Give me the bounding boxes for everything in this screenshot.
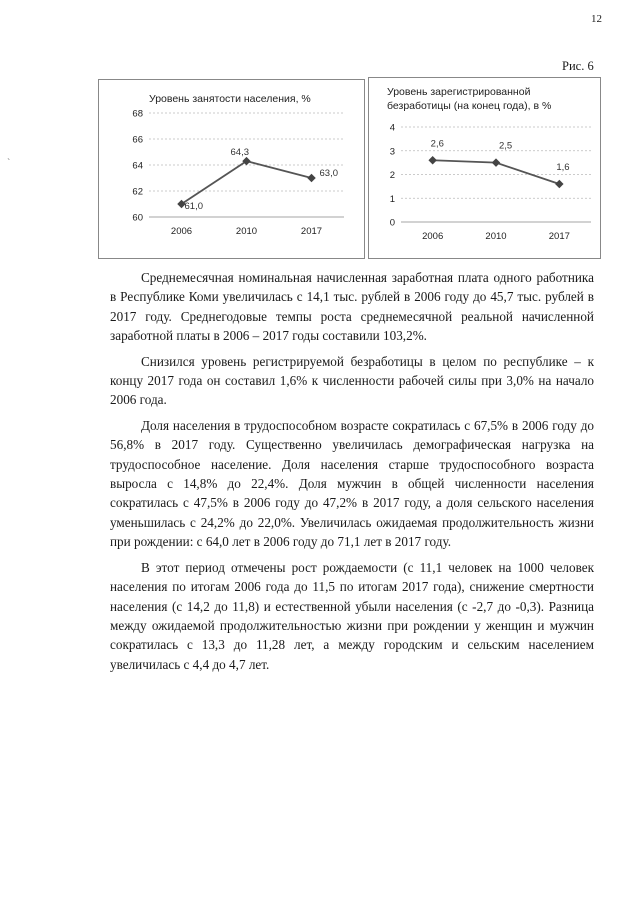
y-tick-label: 60 [132, 212, 143, 224]
y-tick-label: 1 [389, 193, 395, 205]
data-point [492, 158, 500, 166]
data-point [555, 180, 563, 188]
chart-title-line-2: безработицы (на конец года), в % [387, 100, 552, 112]
data-label: 64,3 [230, 147, 249, 159]
x-tick-label: 2006 [422, 231, 444, 242]
paragraph: Среднемесячная номинальная начисленная заработная плата одного работника в Республике Коми увеличилась с 14,1 тыс. рублей в 2006 году до 45,7 тыс. рублей в 2017 году. Среднегодовые темпы роста среднемесячной реальной начисленной заработной платы в 2006 – 2017 годы составили 103,2%. [110, 270, 594, 344]
y-tick-label: 3 [389, 146, 395, 158]
data-label: 1,6 [556, 162, 570, 173]
page-number: 12 [591, 13, 602, 25]
x-tick-label: 2017 [300, 226, 323, 237]
y-tick-label: 68 [132, 108, 143, 120]
x-tick-label: 2010 [485, 231, 507, 242]
y-tick-label: 2 [389, 170, 395, 181]
paragraph: В этот период отмечены рост рождаемости (с 11,1 человек на 1000 человек населения по итогам 2006 года до 11,5 по итогам 2017 года), снижение смертности населения (с 14,2 до 11,8) и естественной убыли населения (с -2,7 до -0,3). Разница между ожидаемой продолжительностью жизни при рождении у женщин и мужчин сократилась с 13,3 до 11,28 лет, а между городским и сельским населением увеличилась с 4,4 до 4,7 лет. [110, 559, 594, 672]
paragraph: Снизился уровень регистрируемой безработицы в целом по республике – к концу 2017 года он составил 1,6% к численности рабочей силы при 3,0% на начало 2006 года. [110, 353, 594, 408]
y-tick-label: 64 [132, 160, 143, 172]
data-label: 61,0 [184, 201, 203, 212]
data-label: 63,0 [319, 168, 338, 179]
chart-title: Уровень занятости населения, % [149, 93, 311, 105]
y-tick-label: 66 [132, 134, 143, 146]
series-line [182, 161, 312, 204]
data-point [307, 174, 315, 182]
x-tick-label: 2010 [235, 226, 258, 237]
data-label: 2,5 [499, 140, 513, 152]
y-tick-label: 4 [389, 122, 395, 134]
paragraph: Доля населения в трудоспособном возрасте сократилась с 67,5% в 2006 году до 56,8% в 2017 году. Существенно увеличилась демографическая нагрузка на трудоспособное население. Доля населения старше трудоспособного возраста выросла с 14,8% до 22,4%. Доля мужчин в общей численности населения сократилась с 47,5% в 2006 году до 47,2% в 2017 году, а доля сельского населения уменьшилась с 24,2% до 22,0%. Увеличилась ожидаемая продолжительность жизни при рождении: с 64,0 лет в 2006 году до 71,1 лет в 2017 году. [110, 417, 594, 550]
y-tick-label: 62 [132, 186, 143, 198]
unemployment-chart-svg [369, 78, 600, 258]
data-label: 2,6 [430, 138, 444, 150]
margin-mark: ` [7, 158, 11, 169]
data-point [428, 156, 436, 164]
x-tick-label: 2017 [548, 231, 570, 242]
employment-chart-svg [99, 80, 364, 258]
figure-label: Рис. 6 [562, 59, 594, 73]
chart-title-line-1: Уровень зарегистрированной [387, 86, 531, 98]
employment-chart [98, 79, 365, 259]
unemployment-chart [368, 77, 601, 259]
x-tick-label: 2006 [170, 226, 193, 237]
y-tick-label: 0 [389, 217, 395, 229]
body-text [110, 268, 594, 680]
